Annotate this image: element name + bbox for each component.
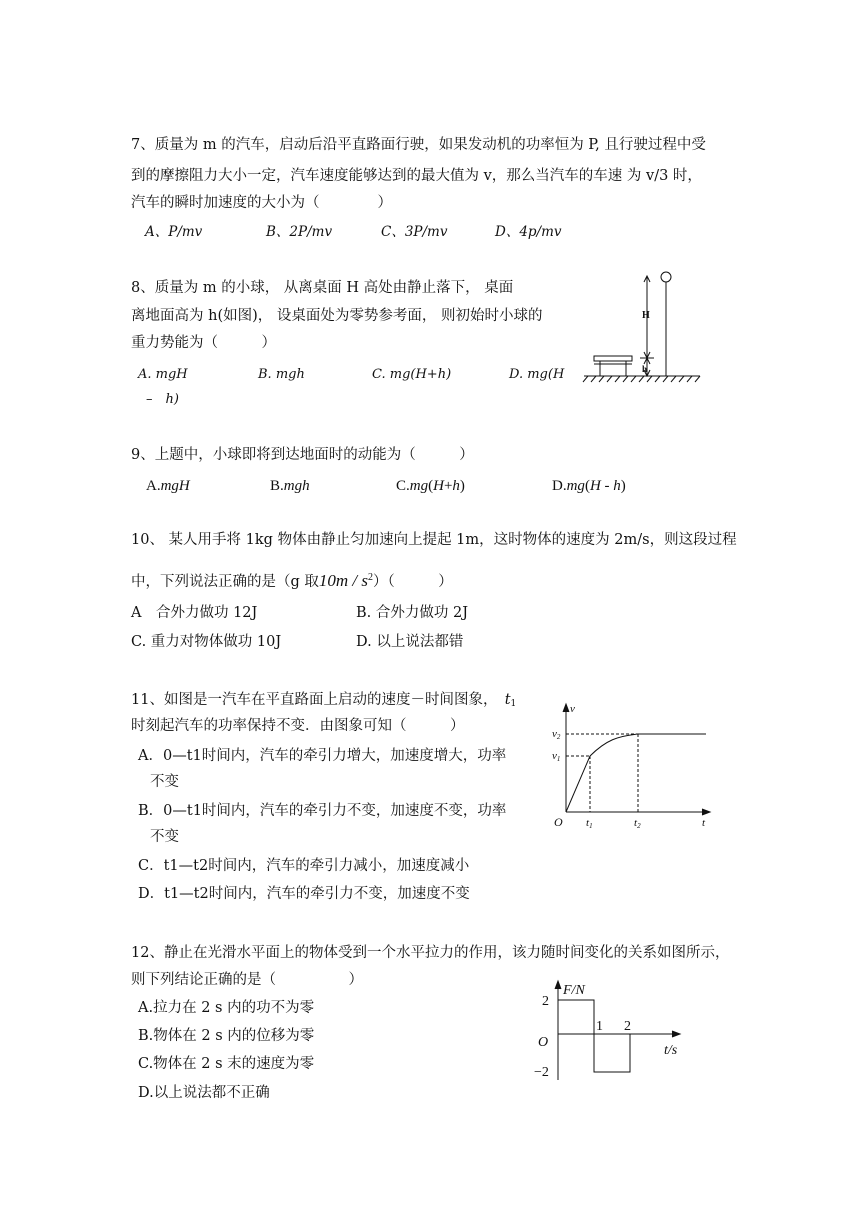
q9-line1: 9、上题中，小球即将到达地面时的动能为（ ） [131,447,474,463]
v2-label: v2 [552,728,561,741]
t1-label: t1 [586,817,593,830]
q11-line2: 时刻起汽车的功率保持不变．由图象可知（ ） [131,718,465,734]
v1-label: v1 [552,750,561,763]
q7-line2: 到的摩擦阻力大小一定，汽车速度能够达到的最大值为 v，那么当汽车的车速 为 v/3 时， [131,168,702,184]
origin-label: O [538,1035,549,1050]
label-h: h [642,364,648,374]
q11-option-b-cont: 不变 [150,829,179,845]
q11-option-a-cont: 不变 [150,774,179,790]
q10-option-a: A 合外力做功 12J [131,605,258,621]
ball [661,272,671,282]
x2-label: 2 [624,1019,631,1034]
x-axis-label: t/s [664,1043,678,1058]
x1-label: 1 [596,1019,603,1034]
q8-line3: 重力势能为（ ） [131,335,276,351]
curve-segment [590,734,638,756]
q11-option-d: D．t1—t2时间内，汽车的牵引力不变，加速度不变 [138,886,470,902]
q11-option-a: A．0—t1时间内，汽车的牵引力增大，加速度增大，功率 [138,748,507,764]
q7-option-c: C、3P/mv [381,224,448,240]
q11-option-c: C．t1—t2时间内，汽车的牵引力减小，加速度减小 [138,858,470,874]
y-axis-label: F/N [563,983,585,998]
y-pos-label: 2 [542,994,549,1009]
origin-label: O [554,815,563,829]
q12-option-a: A.拉力在 2 s 内的功不为零 [138,1000,315,1016]
q7-line3: 汽车的瞬时加速度的大小为（ ） [131,195,392,211]
q12-line1: 12、静止在光滑水平面上的物体受到一个水平拉力的作用，该力随时间变化的关系如图所示， [131,945,730,961]
linear-segment [566,756,590,812]
q7-line1: 7、质量为 m 的汽车，启动后沿平直路面行驶，如果发动机的功率恒为 P, 且行驶过程中受 [131,137,706,153]
table [594,356,632,361]
q8-option-c: C. mg(H+h) [372,367,452,382]
q10-option-c: C. 重力对物体做功 10J [131,634,282,650]
q7-option-a: A、P/mv [145,224,203,240]
q10-line1: 10、 某人用手将 1kg 物体由静止匀加速向上提起 1m，这时物体的速度为 2m/s，则这段过程 [131,532,737,548]
q11-line1: 11、如图是一汽车在平直路面上启动的速度－时间图象， $t_1$ [131,692,517,709]
q8-line1: 8、质量为 m 的小球， 从离桌面 H 高处由静止落下， 桌面 [131,280,514,296]
q12-line2: 则下列结论正确的是（ ） [131,972,363,988]
t-axis-label: t [702,817,706,829]
q9-option-a: A.mgH [146,478,190,494]
q11-vt-graph [548,700,728,840]
q12-option-d: D.以上说法都不正确 [138,1085,270,1101]
y-neg-label: −2 [534,1065,549,1080]
force-negative [594,1034,630,1072]
g-value: $10m / s^2$ [318,571,374,590]
q12-option-b: B.物体在 2 s 内的位移为零 [138,1028,315,1044]
q12-option-c: C.物体在 2 s 末的速度为零 [138,1056,315,1072]
q8-line2: 离地面高为 h(如图)， 设桌面处为零势参考面， 则初始时小球的 [131,308,543,324]
q7-option-b: B、2P/mv [266,224,333,240]
q9-option-c: C.mg(H+h) [396,478,465,494]
q9-option-d: D.mg(H - h) [552,478,626,494]
label-H: H [642,310,650,321]
q10-line2: 中，下列说法正确的是（g 取$10m / s^2$）（ ） [131,571,453,590]
q8-figure [580,268,720,398]
q11-option-b: B．0—t1时间内，汽车的牵引力不变，加速度不变，功率 [138,803,507,819]
q8-option-b: B. mgh [258,367,305,382]
q10-option-d: D. 以上说法都错 [356,634,464,650]
q7-option-d: D、4p/mv [495,224,562,240]
q8-option-a: A. mgH [138,367,188,382]
force-positive [558,1000,594,1034]
q8-option-d: D. mg(H [509,367,565,382]
v-axis-label: v [570,703,575,715]
q12-ft-graph [530,980,700,1090]
q10-option-b: B. 合外力做功 2J [356,605,469,621]
q8-option-d-continued: – h) [146,392,179,407]
q9-option-b: B.mgh [270,478,310,494]
t2-label: t2 [634,817,641,830]
